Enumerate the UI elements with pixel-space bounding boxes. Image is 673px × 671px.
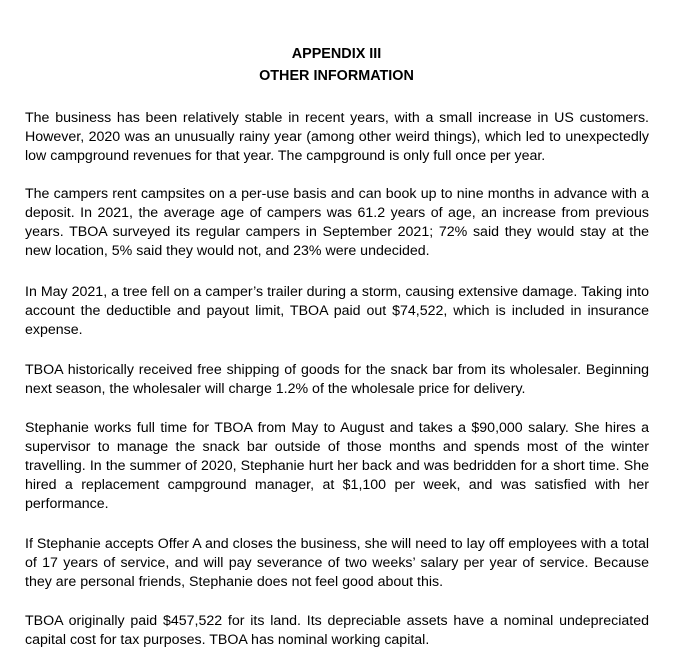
paragraph-shipping: TBOA historically received free shipping of goods for the snack bar from its wholesaler. Beginning next season, the wholesaler will charge 1.2% of the wholesale price for delivery.: [25, 362, 649, 397]
section-title: OTHER INFORMATION: [259, 68, 414, 84]
paragraph-offer-a-severance: If Stephanie accepts Offer A and closes the business, she will need to lay off employees with a total of 17 years of service, and will pay severance of two weeks’ salary per year of service. Because they are personal friends, Stephanie does not feel good about this.: [25, 536, 649, 590]
paragraph-stephanie-salary: Stephanie works full time for TBOA from May to August and takes a $90,000 salary. She hires a supervisor to manage the snack bar outside of those months and spends most of the winter travelling. In the summer of 2020, Stephanie hurt her back and was bedridden for a short time. She hired a replacement campground manager, at $1,100 per week, and was satisfied with her performance.: [25, 420, 649, 512]
appendix-heading: APPENDIX III: [291, 46, 382, 62]
paragraph-tree-damage: In May 2021, a tree fell on a camper’s trailer during a storm, causing extensive damage. Taking into account the deductible and payout limit, TBOA paid out $74,522, which is included in insurance expense.: [25, 284, 649, 338]
paragraph-business-stability: The business has been relatively stable in recent years, with a small increase in US customers. However, 2020 was an unusually rainy year (among other weird things), which led to unexpectedly low campground revenues for that year. The campground is only full once per year.: [25, 110, 649, 164]
paragraph-campers: The campers rent campsites on a per-use basis and can book up to nine months in advance with a deposit. In 2021, the average age of campers was 61.2 years of age, an increase from previous years. TBOA surveyed its regular campers in September 2021; 72% said they would stay at the new location, 5% said they would not, and 23% were undecided.: [25, 186, 649, 259]
paragraph-land-assets: TBOA originally paid $457,522 for its land. Its depreciable assets have a nominal undepreciated capital cost for tax purposes. TBOA has nominal working capital.: [25, 613, 649, 648]
